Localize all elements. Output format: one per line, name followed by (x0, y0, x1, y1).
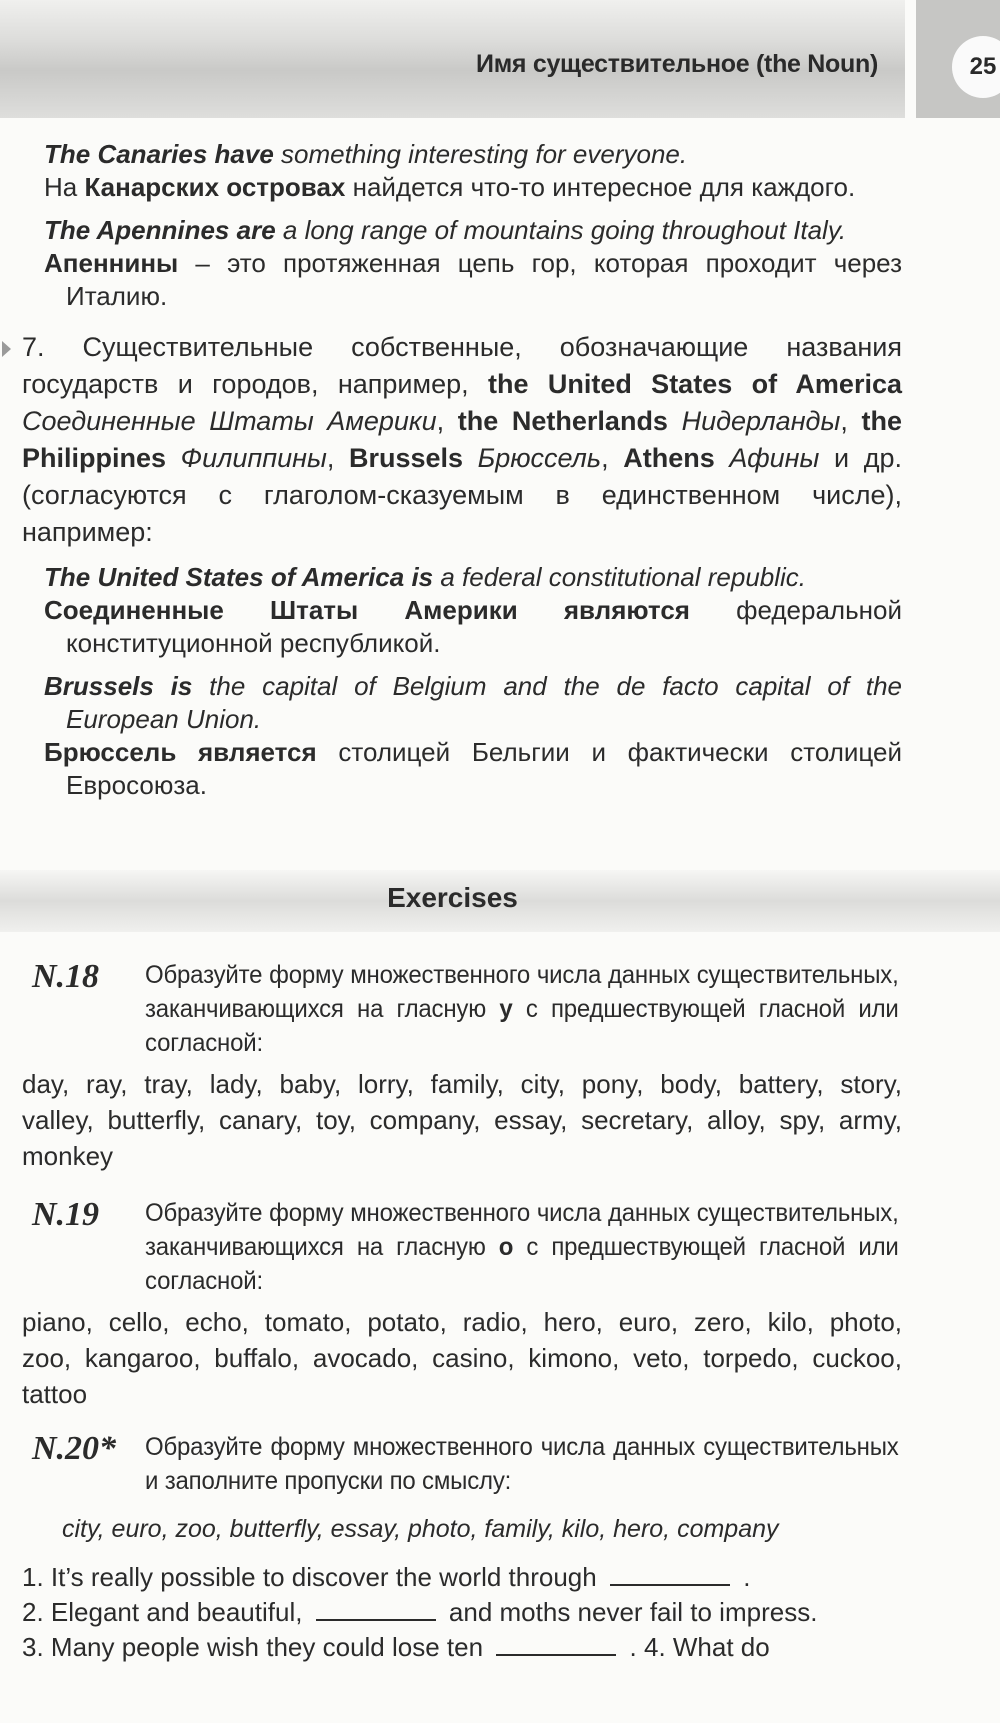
example-ru: На Канарских островах найдется что-то интересное для каждого. (44, 172, 856, 202)
example-ru: Соединенные Штаты Америки являются федеральной конституционной республикой. (44, 595, 902, 658)
running-header-title: Имя существительное (the Noun) (476, 50, 878, 78)
task-instruction: Образуйте форму множественного числа данных существительных, заканчивающихся на гласную y с предшествующей гласной или согласной: (145, 961, 899, 1057)
task-number: N.18 (32, 958, 100, 995)
example-block-brussels (22, 670, 902, 802)
task-number: N.19 (32, 1196, 100, 1233)
task-n19 (22, 1196, 902, 1412)
task-number: N.20* (32, 1430, 117, 1467)
task-sentences: 1. It’s really possible to discover the world through . 2. Elegant and beautiful, and moths never fail to impress. 3. Many people wish they could lose ten . 4. What do (22, 1562, 818, 1662)
task-instruction: Образуйте форму множественного числа данных существительных, заканчивающихся на гласную o с предшествующей гласной или согласной: (145, 1199, 899, 1295)
example-block-usa (22, 561, 902, 660)
example-en: The Apennines are a long range of mountains going throughout Italy. (44, 215, 847, 245)
answer-blank[interactable] (316, 1597, 436, 1621)
rule-item-7-text: 7. Существительные собственные, обозначающие названия государств и городов, например, the United States of America Соединенные Штаты Америки, the Netherlands Нидерланды, the Philippines Филиппины, Brussels Брюссель, Athens Афины и др. (согласуются с глаголом-сказуемым в единственном числе), например: (22, 332, 902, 547)
task-n18 (22, 958, 902, 1174)
example-block-apennines (22, 214, 902, 313)
task-instruction: Образуйте форму множественного числа данных существительных и заполните пропуски по смыслу: (145, 1433, 899, 1495)
task-word-list: piano, cello, echo, tomato, potato, radio, hero, euro, zero, kilo, photo, zoo, kangaroo, buffalo, avocado, casino, kimono, veto, torpedo, cuckoo, tattoo (22, 1307, 902, 1409)
example-en: The Canaries have something interesting for everyone. (44, 139, 688, 169)
page-number: 25 (952, 36, 1000, 98)
task-word-list: day, ray, tray, lady, baby, lorry, family, city, pony, body, battery, story, valley, butterfly, canary, toy, company, essay, secretary, alloy, spy, army, monkey (22, 1069, 902, 1171)
task-n20 (22, 1430, 902, 1665)
example-block-canaries (22, 138, 902, 204)
bullet-arrow-icon (2, 341, 11, 357)
answer-blank[interactable] (610, 1562, 730, 1586)
example-en: The United States of America is a federal constitutional republic. (44, 562, 807, 592)
example-ru: Брюссель является столицей Бельгии и фактически столицей Евросоюза. (44, 737, 903, 800)
exercises-title: Exercises (387, 882, 518, 913)
example-ru: Апеннины – это протяженная цепь гор, которая проходит через Италию. (44, 248, 902, 311)
example-en: Brussels is the capital of Belgium and the de facto capital of the European Union. (44, 671, 903, 734)
task-word-list: city, euro, zoo, butterfly, essay, photo, family, kilo, hero, company (62, 1515, 779, 1543)
answer-blank[interactable] (496, 1632, 616, 1656)
grammar-content (22, 138, 902, 802)
rule-item-7 (22, 329, 902, 551)
